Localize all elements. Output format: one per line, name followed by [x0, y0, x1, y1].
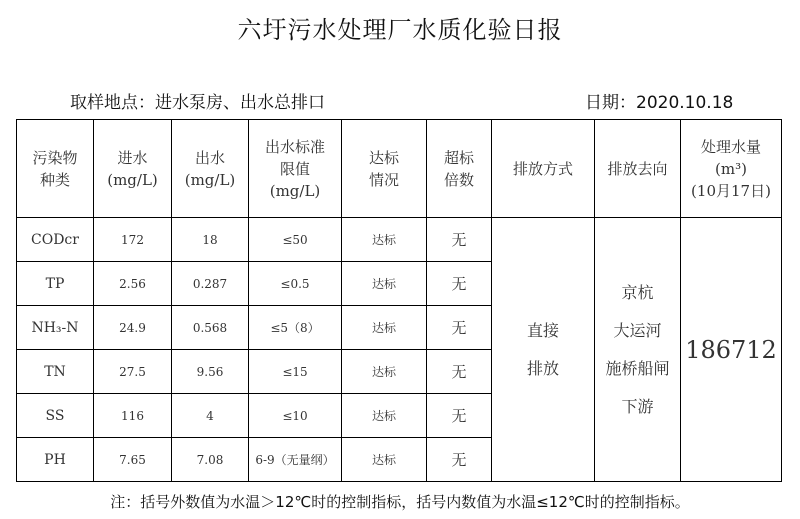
header-effluent — [172, 120, 249, 218]
header-pollutant-line: 污染物 — [32, 148, 78, 167]
discharge-dest-line: 大运河 — [613, 320, 662, 340]
header-compliance-line: 达标 — [368, 148, 399, 167]
header-limit-unit: (mg/L) — [269, 181, 321, 200]
header-influent-line: 进水 — [117, 148, 148, 167]
header-volume — [681, 120, 782, 218]
discharge-dest-line: 施桥船闸 — [605, 358, 670, 378]
discharge-method-line: 排放 — [526, 358, 559, 378]
header-exceed-line: 倍数 — [443, 170, 474, 189]
pollutant-cell: PH — [17, 438, 94, 482]
header-volume-date: (10月17日) — [691, 181, 771, 200]
sampling-location: 取样地点：进水泵房、出水总排口 — [70, 93, 325, 113]
influent-cell: 27.5 — [94, 350, 172, 394]
effluent-cell: 9.56 — [172, 350, 249, 394]
effluent-cell: 0.287 — [172, 262, 249, 306]
pollutant-cell: NH₃-N — [17, 306, 94, 350]
header-limit-line: 限值 — [279, 159, 310, 178]
header-compliance-line: 情况 — [368, 170, 399, 189]
header-pollutant-line: 种类 — [39, 170, 70, 189]
exceed-cell: 无 — [427, 438, 492, 482]
table-row — [17, 218, 782, 262]
header-influent-unit: (mg/L) — [107, 170, 158, 189]
footnote: 注：括号外数值为水温＞12℃时的控制指标，括号内数值为水温≤12℃时的控制指标。 — [110, 493, 690, 511]
discharge-dest-line: 京杭 — [621, 282, 654, 302]
header-discharge-dest: 排放去向 — [595, 120, 681, 218]
influent-cell: 24.9 — [94, 306, 172, 350]
compliance-cell: 达标 — [342, 306, 427, 350]
pollutant-cell: CODcr — [17, 218, 94, 262]
header-limit — [249, 120, 342, 218]
compliance-cell: 达标 — [342, 394, 427, 438]
header-influent — [94, 120, 172, 218]
pollutant-cell: TP — [17, 262, 94, 306]
influent-cell: 116 — [94, 394, 172, 438]
header-compliance — [342, 120, 427, 218]
compliance-cell: 达标 — [342, 218, 427, 262]
header-exceed-line: 超标 — [443, 148, 474, 167]
treated-volume-cell: 186712 — [681, 218, 782, 482]
report-title: 六圩污水处理厂水质化验日报 — [237, 16, 563, 44]
header-limit-line: 出水标准 — [264, 137, 325, 156]
compliance-cell: 达标 — [342, 350, 427, 394]
water-quality-table — [16, 119, 782, 482]
compliance-cell: 达标 — [342, 262, 427, 306]
exceed-cell: 无 — [427, 306, 492, 350]
exceed-cell: 无 — [427, 262, 492, 306]
header-discharge-method: 排放方式 — [492, 120, 595, 218]
exceed-cell: 无 — [427, 394, 492, 438]
influent-cell: 2.56 — [94, 262, 172, 306]
pollutant-cell: SS — [17, 394, 94, 438]
discharge-dest-cell — [595, 218, 681, 482]
effluent-cell: 0.568 — [172, 306, 249, 350]
header-volume-unit: (m³) — [715, 159, 747, 178]
header-effluent-unit: (mg/L) — [184, 170, 236, 189]
header-volume-line: 处理水量 — [700, 137, 761, 156]
compliance-cell: 达标 — [342, 438, 427, 482]
limit-cell: ≤5（8） — [249, 306, 342, 350]
header-row — [17, 120, 782, 218]
header-effluent-line: 出水 — [194, 148, 225, 167]
header-exceed — [427, 120, 492, 218]
exceed-cell: 无 — [427, 218, 492, 262]
pollutant-cell: TN — [17, 350, 94, 394]
effluent-cell: 18 — [172, 218, 249, 262]
discharge-dest-line: 下游 — [621, 396, 654, 416]
discharge-method-line: 直接 — [526, 320, 559, 340]
limit-cell: ≤50 — [249, 218, 342, 262]
header-pollutant — [17, 120, 94, 218]
discharge-method-cell — [492, 218, 595, 482]
influent-cell: 7.65 — [94, 438, 172, 482]
report-date: 日期：2020.10.18 — [585, 93, 734, 113]
limit-cell: ≤0.5 — [249, 262, 342, 306]
effluent-cell: 7.08 — [172, 438, 249, 482]
influent-cell: 172 — [94, 218, 172, 262]
limit-cell: ≤15 — [249, 350, 342, 394]
limit-cell: ≤10 — [249, 394, 342, 438]
effluent-cell: 4 — [172, 394, 249, 438]
limit-cell: 6-9（无量纲） — [249, 438, 342, 482]
exceed-cell: 无 — [427, 350, 492, 394]
